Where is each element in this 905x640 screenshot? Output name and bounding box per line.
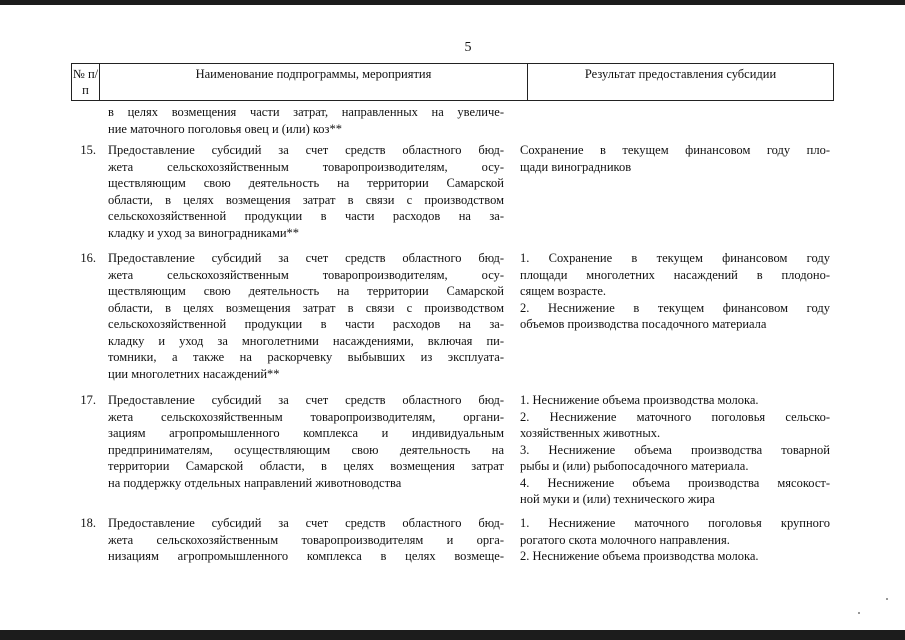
row-result-cell: [520, 250, 830, 333]
text-line: томники, а также на раскорчевку выбывших из эксплуата-: [108, 350, 504, 364]
text-line: 1. Неснижение маточного поголовья крупного: [520, 516, 830, 530]
text-line: кладку и уход за виноградниками**: [108, 225, 300, 240]
text-line: Предоставление субсидий за счет средств областного бюд-: [108, 251, 504, 265]
scan-bottom-edge: [0, 630, 905, 640]
header-name-column: Наименование подпрограммы, мероприятия: [100, 64, 528, 100]
text-line: предпринимателям, осуществляющим свою деятельность на: [108, 442, 504, 457]
scan-speck: [858, 612, 860, 614]
text-line: жета сельскохозяйственным товаропроизводителям, органи-: [108, 409, 504, 424]
text-line: ние маточного поголовья овец и (или) коз**: [108, 121, 342, 136]
text-line: 2. Неснижение объема производства молока.: [520, 549, 759, 563]
row-result-cell: [520, 142, 830, 175]
text-line: площади многолетних насаждений в плодоно-: [520, 267, 830, 282]
text-line: низациям агропромышленного комплекса в целях возмеще-: [108, 549, 504, 563]
text-line: жета сельскохозяйственным товаропроизводителям и орга-: [108, 532, 504, 547]
text-line: кладку и уход за многолетними насаждениями, включая пи-: [108, 333, 504, 348]
row-name-cell: [108, 392, 504, 491]
continuation-text: [108, 104, 504, 137]
text-line: Предоставление субсидий за счет средств областного бюд-: [108, 393, 504, 407]
row-number: 17.: [80, 393, 96, 407]
header-number-column: № п/п: [72, 64, 100, 100]
row-name-cell: [108, 250, 504, 382]
text-line: в целях возмещения части затрат, направленных на увеличе-: [108, 105, 504, 119]
text-line: области, в целях возмещения затрат в связи с производством: [108, 192, 504, 207]
text-line: жета сельскохозяйственным товаропроизводителям, осу-: [108, 267, 504, 282]
header-result-column: Результат предоставления субсидии: [584, 67, 777, 81]
text-line: Предоставление субсидий за счет средств областного бюд-: [108, 143, 504, 157]
text-line: ной муки и (или) технического жира: [520, 492, 715, 506]
text-line: Предоставление субсидий за счет средств областного бюд-: [108, 516, 504, 530]
text-line: ществляющим свою деятельность на территории Самарской: [108, 176, 504, 190]
text-line: сельскохозяйственной продукции в части расходов на за-: [108, 209, 504, 223]
text-line: 4. Неснижение объема производства мясокост-: [520, 475, 830, 490]
text-line: ции многолетних насаждений**: [108, 366, 280, 381]
text-line: 1. Неснижение объема производства молока.: [520, 393, 759, 407]
row-name-cell: [108, 515, 504, 565]
page-number: 5: [464, 40, 472, 55]
text-line: 1. Сохранение в текущем финансовом году: [520, 251, 830, 265]
row-name-cell: [108, 142, 504, 241]
table-header: [71, 63, 834, 101]
text-line: объемов производства посадочного материала: [520, 317, 767, 331]
text-line: области, в целях возмещения затрат в связи с производством: [108, 300, 504, 315]
text-line: жета сельскохозяйственным товаропроизводителям, осу-: [108, 159, 504, 174]
row-number: 18.: [80, 516, 96, 530]
row-number: 15.: [80, 143, 96, 157]
text-line: 3. Неснижение объема производства товарной: [520, 442, 830, 457]
text-line: сельскохозяйственной продукции в части расходов на за-: [108, 317, 504, 331]
text-line: 2. Неснижение в текущем финансовом году: [520, 300, 830, 315]
text-line: на поддержку отдельных направлений животноводства: [108, 475, 402, 490]
row-result-cell: [520, 392, 830, 508]
scan-top-edge: [0, 0, 905, 5]
text-line: зациям агропромышленного комплекса и индивидуальным: [108, 426, 504, 440]
text-line: сящем возрасте.: [520, 284, 606, 298]
text-line: ществляющим свою деятельность на территории Самарской: [108, 284, 504, 298]
row-number: 16.: [80, 251, 96, 265]
text-line: рогатого скота молочного направления.: [520, 532, 730, 547]
text-line: хозяйственных животных.: [520, 426, 661, 440]
text-line: территории Самарской области, в целях возмещения затрат: [108, 459, 504, 473]
text-line: 2. Неснижение маточного поголовья сельско-: [520, 409, 830, 424]
text-line: рыбы и (или) рыбопосадочного материала.: [520, 459, 749, 473]
text-line: Сохранение в текущем финансовом году пло-: [520, 143, 830, 157]
row-result-cell: [520, 515, 830, 565]
scan-speck: [886, 598, 888, 600]
text-line: щади виноградников: [520, 159, 632, 174]
